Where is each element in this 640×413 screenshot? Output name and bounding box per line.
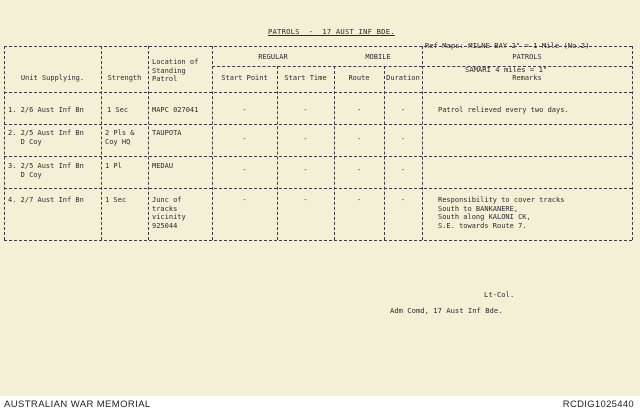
table-rule [148, 46, 149, 240]
table-rule [4, 240, 632, 241]
table-rule [4, 124, 632, 125]
row-1-location: MAPC 027041 [152, 106, 199, 114]
row-4-strength: 1 Sec [105, 196, 127, 204]
row-2-start-time: - [303, 135, 308, 143]
col-header-unit: Unit Supplying. [20, 74, 85, 82]
row-2-route: - [356, 135, 362, 143]
table-rule [4, 92, 632, 93]
row-3-route: - [356, 166, 362, 174]
row-1-start-time: - [303, 106, 308, 114]
row-1-duration: - [400, 106, 406, 114]
col-header-strength: Strength [107, 74, 142, 82]
table-rule [277, 66, 278, 240]
ref-maps-line-2: SAMARI 4 miles = 1" [465, 65, 548, 74]
row-4-start-time: - [303, 196, 308, 204]
row-3-unit: 3. 2/5 Aust Inf Bn D Coy [8, 162, 84, 179]
row-1-remarks: Patrol relieved every two days. [438, 106, 569, 114]
group-header-mobile: MOBILE [365, 53, 391, 61]
table-rule [334, 66, 335, 240]
table-rule [4, 46, 632, 47]
table-rule [212, 66, 422, 67]
archive-footer [0, 396, 640, 413]
row-4-remarks: Responsibility to cover tracks South to BANKANERE, South along KALONI CK, S.E. towards Route 7. [438, 196, 565, 230]
signature-title: Adm Comd, 17 Aust Inf Bde. [390, 306, 503, 315]
row-4-duration: - [400, 196, 406, 204]
table-rule [632, 46, 633, 240]
row-3-location: MEDAU [152, 162, 174, 170]
row-3-start-point: - [242, 166, 247, 174]
signature-rank: Lt-Col. [484, 290, 515, 299]
row-4-start-point: - [242, 196, 247, 204]
col-header-start-point: Start Point [221, 74, 268, 82]
group-header-regular: REGULAR [258, 53, 288, 61]
row-2-duration: - [400, 135, 406, 143]
archive-name: AUSTRALIAN WAR MEMORIAL [4, 399, 151, 410]
row-1-route: - [356, 106, 362, 114]
row-4-unit: 4. 2/7 Aust Inf Bn [8, 196, 84, 204]
row-3-duration: - [400, 166, 406, 174]
col-header-remarks: Remarks [512, 74, 542, 82]
archive-reference: RCDIG1025440 [562, 399, 634, 410]
table-rule [4, 188, 632, 189]
row-1-unit: 1. 2/6 Aust Inf Bn [8, 106, 84, 114]
col-header-duration: Duration [386, 74, 420, 82]
row-3-strength: 1 Pl [105, 162, 122, 170]
row-2-location: TAUPOTA [152, 129, 182, 137]
col-header-start-time: Start Time [284, 74, 327, 82]
row-3-start-time: - [303, 166, 308, 174]
row-2-unit: 2. 2/5 Aust Inf Bn D Coy [8, 129, 84, 146]
document-title: PATROLS - 17 AUST INF BDE. [268, 27, 395, 36]
row-1-start-point: - [242, 106, 247, 114]
row-4-route: - [356, 196, 362, 204]
row-2-strength: 2 Pls & Coy HQ [105, 129, 135, 146]
col-header-route: Route [348, 74, 370, 82]
table-rule [4, 156, 632, 157]
ref-maps-line-1: Ref Maps: MILNE BAY 2" = 1 Mile (No.2) [425, 41, 590, 50]
col-header-location: Location of Standing Patrol [152, 58, 199, 83]
row-2-start-point: - [242, 135, 247, 143]
table-rule [422, 66, 632, 67]
row-4-location: Junc of tracks vicinity 925044 [152, 196, 186, 230]
row-1-strength: 1 Sec [107, 106, 129, 114]
group-header-patrols: PATROLS [512, 53, 542, 61]
table-rule [384, 66, 385, 240]
